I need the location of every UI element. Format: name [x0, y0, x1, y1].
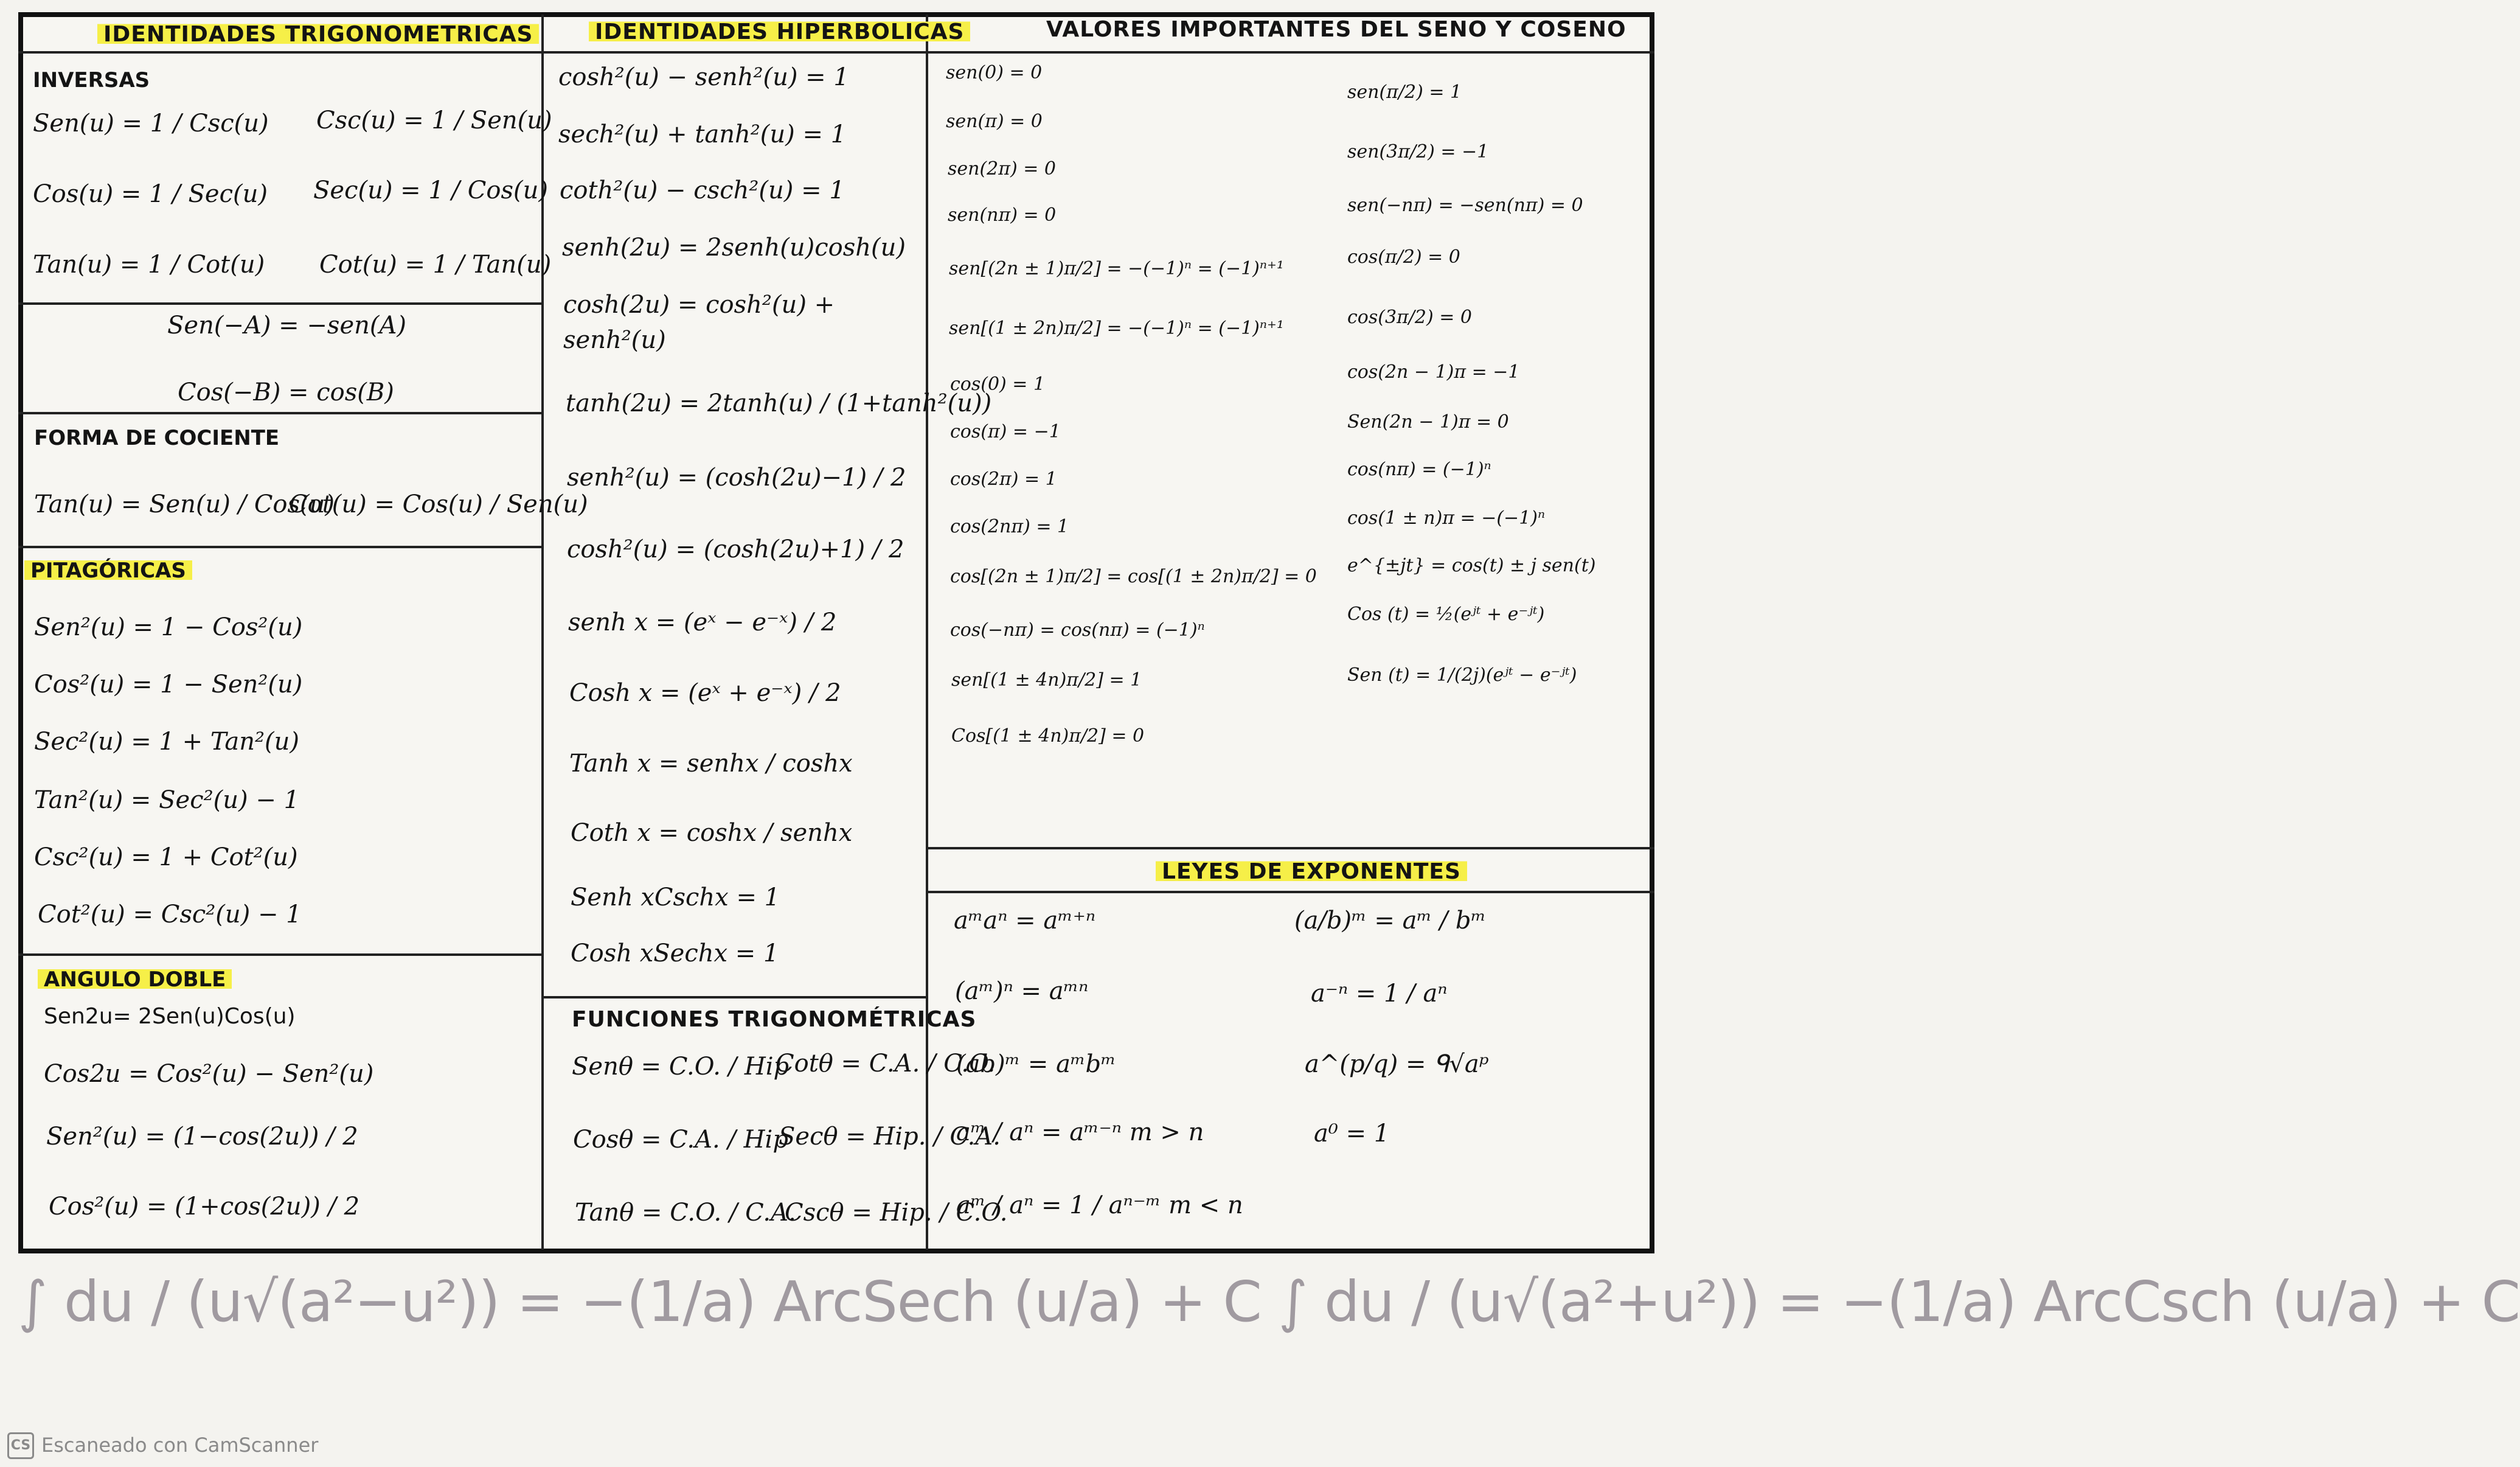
header-values: VALORES IMPORTANTES DEL SENO Y COSENO: [1046, 17, 1626, 42]
formula-tf-csc: Cscθ = Hip. / C.O.: [785, 1199, 1008, 1227]
formula-inv-1: Sen(u) = 1 / Csc(u): [33, 110, 269, 138]
exponent-left-4: aᵐ / aⁿ = aᵐ⁻ⁿ m > n: [956, 1118, 1204, 1146]
header-rule: [18, 51, 1654, 54]
formula-hyp-12: Coth x = coshx / senhx: [571, 819, 853, 847]
value-left-13: sen[(1 ± 4n)π/2] = 1: [951, 669, 1142, 691]
formula-inv-6: Cot(u) = 1 / Tan(u): [319, 251, 552, 279]
rule-trig-3: [18, 546, 541, 548]
header-trig: IDENTIDADES TRIGONOMETRICAS: [97, 22, 539, 47]
header-hyp: IDENTIDADES HIPERBOLICAS: [589, 19, 970, 44]
value-right-7: Sen(2n − 1)π = 0: [1347, 411, 1509, 433]
value-right-8: cos(nπ) = (−1)ⁿ: [1347, 459, 1491, 480]
formula-pyth-2: Cos²(u) = 1 − Sen²(u): [34, 671, 303, 699]
formula-double-2: Cos2u = Cos²(u) − Sen²(u): [44, 1060, 374, 1088]
formula-quotient-cot: Cot(u) = Cos(u) / Sen(u): [289, 490, 588, 518]
subtitle-cociente: FORMA DE COCIENTE: [34, 426, 280, 450]
value-left-7: cos(0) = 1: [950, 374, 1046, 395]
rule-values-2: [926, 891, 1654, 893]
formula-double-3: Sen²(u) = (1−cos(2u)) / 2: [46, 1123, 358, 1151]
formula-tf-cot: Cotθ = C.A. / C.O.: [776, 1050, 996, 1078]
exponent-right-1: (a/b)ᵐ = aᵐ / bᵐ: [1294, 907, 1487, 935]
subtitle-inversas: INVERSAS: [33, 68, 150, 92]
formula-tf-sen: Senθ = C.O. / Hip: [572, 1053, 790, 1081]
value-right-12: Sen (t) = 1/(2j)(eʲᵗ − e⁻ʲᵗ): [1347, 664, 1577, 686]
formula-pyth-3: Sec²(u) = 1 + Tan²(u): [34, 728, 300, 756]
value-left-8: cos(π) = −1: [950, 421, 1061, 442]
exponent-left-1: aᵐaⁿ = aᵐ⁺ⁿ: [954, 907, 1096, 935]
formula-tf-tan: Tanθ = C.O. / C.A.: [575, 1199, 796, 1227]
formula-hyp-10: Cosh x = (eˣ + e⁻ˣ) / 2: [569, 679, 841, 707]
value-left-14: Cos[(1 ± 4n)π/2] = 0: [951, 725, 1145, 747]
value-right-1: sen(π/2) = 1: [1347, 82, 1462, 103]
formula-pyth-5: Csc²(u) = 1 + Cot²(u): [34, 843, 298, 871]
value-left-3: sen(2π) = 0: [948, 158, 1056, 179]
value-left-12: cos(−nπ) = cos(nπ) = (−1)ⁿ: [950, 619, 1205, 641]
formula-double-4: Cos²(u) = (1+cos(2u)) / 2: [49, 1193, 360, 1221]
formula-double-1: Sen2u= 2Sen(u)Cos(u): [44, 1004, 296, 1029]
formula-pyth-4: Tan²(u) = Sec²(u) − 1: [34, 786, 300, 814]
formula-hyp-11: Tanh x = senhx / coshx: [569, 750, 853, 778]
exponent-right-3: a^(p/q) = ᑫ√aᵖ: [1305, 1050, 1489, 1078]
value-left-4: sen(nπ) = 0: [948, 204, 1057, 226]
value-left-10: cos(2nπ) = 1: [950, 516, 1069, 537]
formula-pyth-6: Cot²(u) = Csc²(u) − 1: [38, 901, 302, 929]
value-right-3: sen(−nπ) = −sen(nπ) = 0: [1347, 195, 1583, 216]
rule-hyp-1: [541, 996, 926, 998]
formula-hyp-14: Cosh xSechx = 1: [571, 939, 779, 967]
formula-hyp-5a: cosh(2u) = cosh²(u) +: [563, 291, 835, 319]
formula-hyp-4: senh(2u) = 2senh(u)cosh(u): [562, 234, 906, 262]
formula-hyp-8: cosh²(u) = (cosh(2u)+1) / 2: [567, 535, 904, 563]
header-exponents: LEYES DE EXPONENTES: [1156, 859, 1467, 884]
value-left-6: sen[(1 ± 2n)π/2] = −(−1)ⁿ = (−1)ⁿ⁺¹: [949, 318, 1284, 339]
rule-trig-4: [18, 953, 541, 956]
formula-hyp-9: senh x = (eˣ − e⁻ˣ) / 2: [568, 608, 837, 636]
value-left-11: cos[(2n ± 1)π/2] = cos[(1 ± 2n)π/2] = 0: [950, 566, 1317, 587]
rule-trig-1: [18, 302, 541, 305]
formula-inv-3: Cos(u) = 1 / Sec(u): [33, 180, 268, 208]
exponent-left-3: (ab)ᵐ = aᵐbᵐ: [956, 1050, 1116, 1078]
value-right-2: sen(3π/2) = −1: [1347, 141, 1489, 162]
formula-hyp-1: cosh²(u) − senh²(u) = 1: [558, 63, 849, 91]
value-right-9: cos(1 ± n)π = −(−1)ⁿ: [1347, 507, 1546, 529]
formula-tf-sec: Secθ = Hip. / C.A.: [779, 1123, 1001, 1151]
formula-inv-2: Csc(u) = 1 / Sen(u): [316, 106, 552, 134]
header-trig-functions: FUNCIONES TRIGONOMÉTRICAS: [572, 1007, 977, 1032]
formula-hyp-6: tanh(2u) = 2tanh(u) / (1+tanh²(u)): [566, 389, 992, 417]
formula-hyp-3: coth²(u) − csch²(u) = 1: [560, 176, 845, 204]
formula-inv-4: Sec(u) = 1 / Cos(u): [313, 176, 548, 204]
value-left-9: cos(2π) = 1: [950, 469, 1057, 490]
subtitle-angulo-doble: ANGULO DOBLE: [38, 967, 232, 992]
formula-hyp-7: senh²(u) = (cosh(2u)−1) / 2: [567, 464, 906, 492]
handwritten-integrals: ∫ du / (u√(a²−u²)) = −(1/a) ArcSech (u/a) + C ∫ du / (u√(a²+u²)) = −(1/a) ArcCsch (u/a) + C: [18, 1269, 2520, 1334]
exponent-right-2: a⁻ⁿ = 1 / aⁿ: [1311, 980, 1448, 1008]
formula-hyp-5b: senh²(u): [563, 326, 666, 354]
exponent-left-2: (aᵐ)ⁿ = aᵐⁿ: [955, 977, 1089, 1005]
value-left-2: sen(π) = 0: [946, 111, 1043, 132]
formula-quotient-tan: Tan(u) = Sen(u) / Cos(u): [34, 490, 335, 518]
subtitle-pitagoricas: PITAGÓRICAS: [24, 559, 192, 583]
camscanner-logo: CS: [7, 1432, 34, 1459]
value-left-1: sen(0) = 0: [946, 62, 1043, 83]
formula-inv-5: Tan(u) = 1 / Cot(u): [33, 251, 265, 279]
value-right-10: e^{±jt} = cos(t) ± j sen(t): [1347, 555, 1596, 576]
camscanner-watermark: Escaneado con CamScanner: [41, 1434, 319, 1457]
rule-trig-2: [18, 412, 541, 414]
formula-tf-cos: Cosθ = C.A. / Hip: [573, 1126, 788, 1154]
value-left-5: sen[(2n ± 1)π/2] = −(−1)ⁿ = (−1)ⁿ⁺¹: [949, 258, 1284, 279]
formula-pyth-1: Sen²(u) = 1 − Cos²(u): [34, 613, 303, 641]
formula-parity-sen: Sen(−A) = −sen(A): [167, 312, 406, 340]
formula-hyp-13: Senh xCschx = 1: [571, 883, 780, 911]
value-right-5: cos(3π/2) = 0: [1347, 307, 1472, 328]
value-right-4: cos(π/2) = 0: [1347, 246, 1460, 268]
exponent-left-5: aᵐ / aⁿ = 1 / aⁿ⁻ᵐ m < n: [956, 1191, 1243, 1219]
value-right-6: cos(2n − 1)π = −1: [1347, 361, 1520, 383]
exponent-right-4: a⁰ = 1: [1314, 1120, 1390, 1148]
value-right-11: Cos (t) = ½(eʲᵗ + e⁻ʲᵗ): [1347, 604, 1545, 625]
rule-values-1: [926, 847, 1654, 849]
formula-parity-cos: Cos(−B) = cos(B): [178, 378, 394, 406]
formula-hyp-2: sech²(u) + tanh²(u) = 1: [558, 120, 847, 148]
